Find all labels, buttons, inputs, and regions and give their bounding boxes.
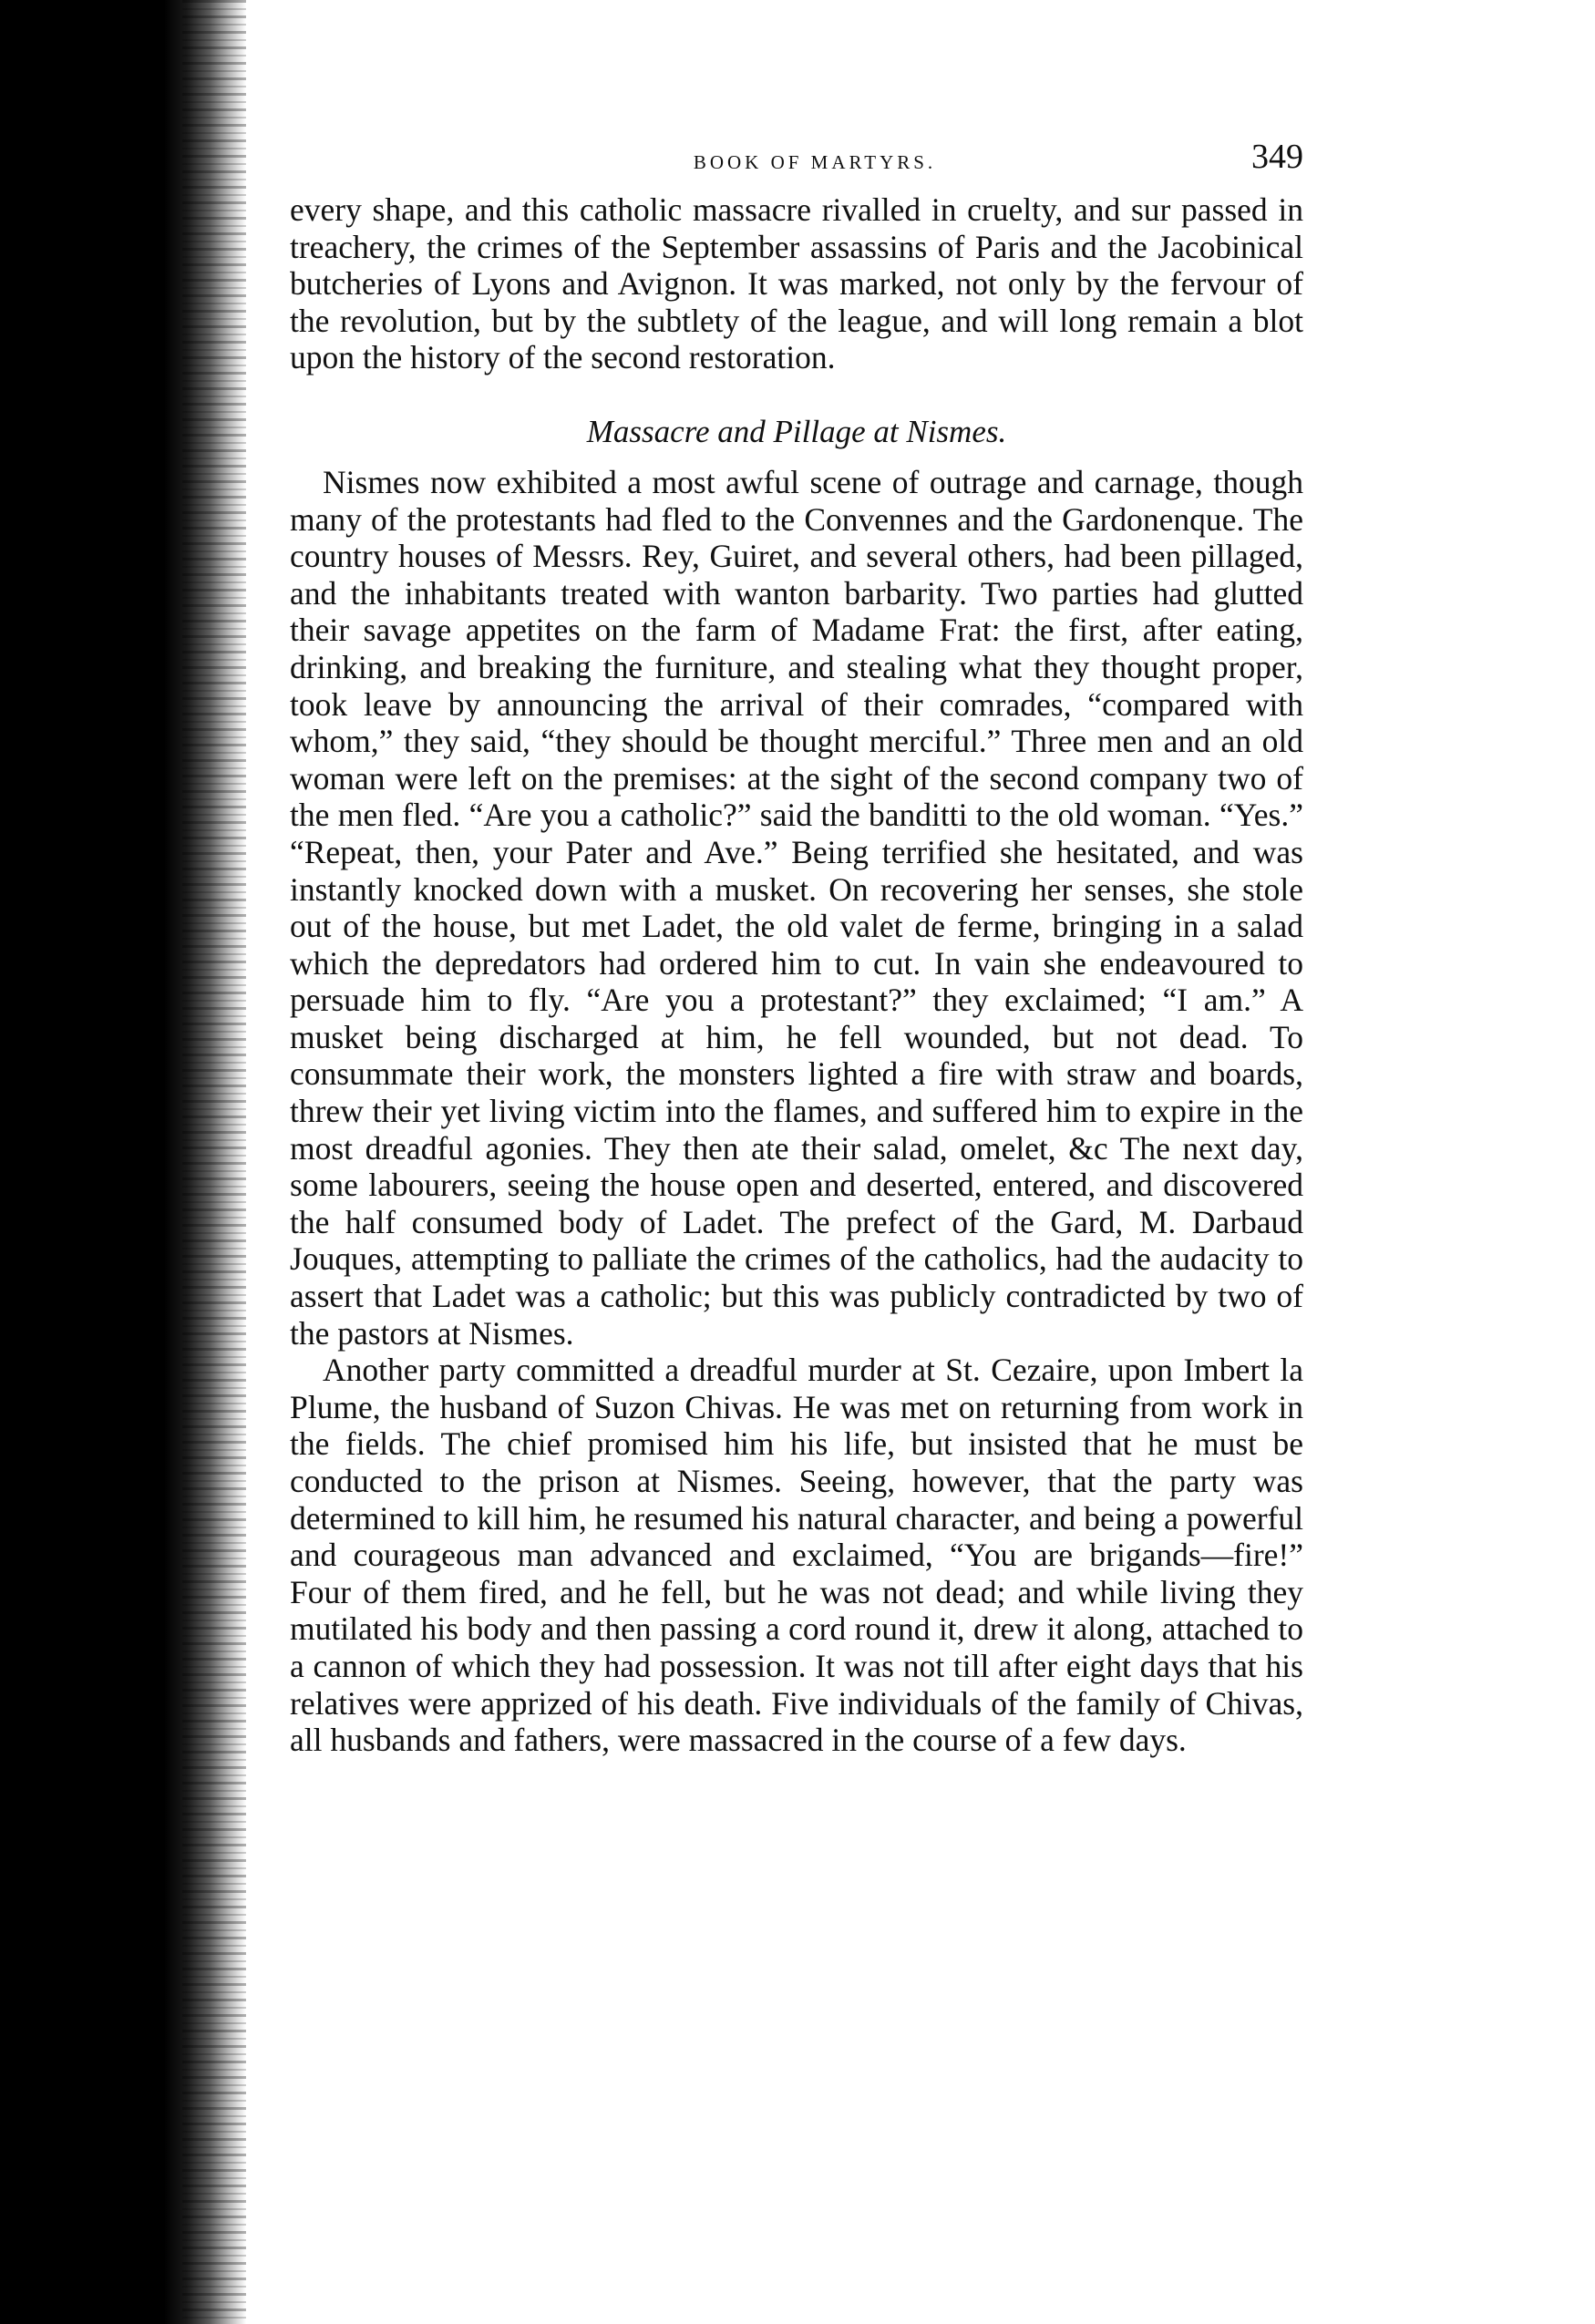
page-number: 349 (1251, 138, 1303, 176)
section-heading: Massacre and Pillage at Nismes. (586, 413, 1007, 449)
binding-edge-texture (182, 0, 246, 2324)
book-page (290, 137, 1303, 1759)
paragraph-st-cezaire-murder: Another party committed a dreadful murder at St. Cezaire, upon Imbert la Plume, the husband of Suzon Chivas. He was met on returning from work in the fields. The chief promised him his life, but insisted that he must be conducted to the prison at Nismes. Seeing, however, that the party was determined to kill him, he resumed his natural character, and being a powerful and courageous man advanced and exclaimed, “You are brigands—fire!” Four of them fired, and he fell, but he was not dead; and while living they mutilated his body and then passing a cord round it, drew it along, attached to a cannon of which they had possession. It was not till after eight days that his relatives were apprized of his death. Five individuals of the family of Chivas, all husbands and fathers, were massacred in the course of a few days. (290, 1352, 1303, 1759)
intro-paragraph: every shape, and this catholic massacre rivalled in cruelty, and sur passed in treachery, the crimes of the September assassins of Paris and the Jacobinical butcheries of Lyons and Avignon. It was marked, not only by the fervour of the revolution, but by the subtlety of the league, and will long remain a blot upon the history of the second restoration. (290, 191, 1303, 376)
running-title: BOOK OF MARTYRS. (693, 151, 937, 173)
paragraph-nismes-pillage: Nismes now exhibited a most awful scene of outrage and carnage, though many of the protestants had fled to the Convennes and the Gardonenque. The country houses of Messrs. Rey, Guiret, and several others, had been pillaged, and the inhabitants treated with wanton barbarity. Two parties had glutted their savage appetites on the farm of Madame Frat: the first, after eating, drinking, and breaking the furniture, and stealing what they thought proper, took leave by announcing the arrival of their comrades, “compared with whom,” they said, “they should be thought merciful.” Three men and an old woman were left on the premises: at the sight of the second company two of the men fled. “Are you a catholic?” said the banditti to the old woman. “Yes.” “Repeat, then, your Pater and Ave.” Being terrified she hesitated, and was instantly knocked down with a musket. On recovering her senses, she stole out of the house, but met Ladet, the old valet de ferme, bringing in a salad which the depredators had ordered him to cut. In vain she endeavoured to persuade him to fly. “Are you a protestant?” they exclaimed; “I am.” A musket being discharged at him, he fell wounded, but not dead. To consummate their work, the monsters lighted a fire with straw and boards, threw their yet living victim into the flames, and suffered him to expire in the most dreadful agonies. They then ate their salad, omelet, &c The next day, some labourers, seeing the house open and deserted, entered, and discovered the half consumed body of Ladet. The prefect of the Gard, M. Darbaud Jouques, attempting to palliate the crimes of the catholics, had the audacity to assert that Ladet was a catholic; but this was publicly contradicted by two of the pastors at Nismes. (290, 463, 1303, 1352)
running-head (290, 137, 1303, 191)
